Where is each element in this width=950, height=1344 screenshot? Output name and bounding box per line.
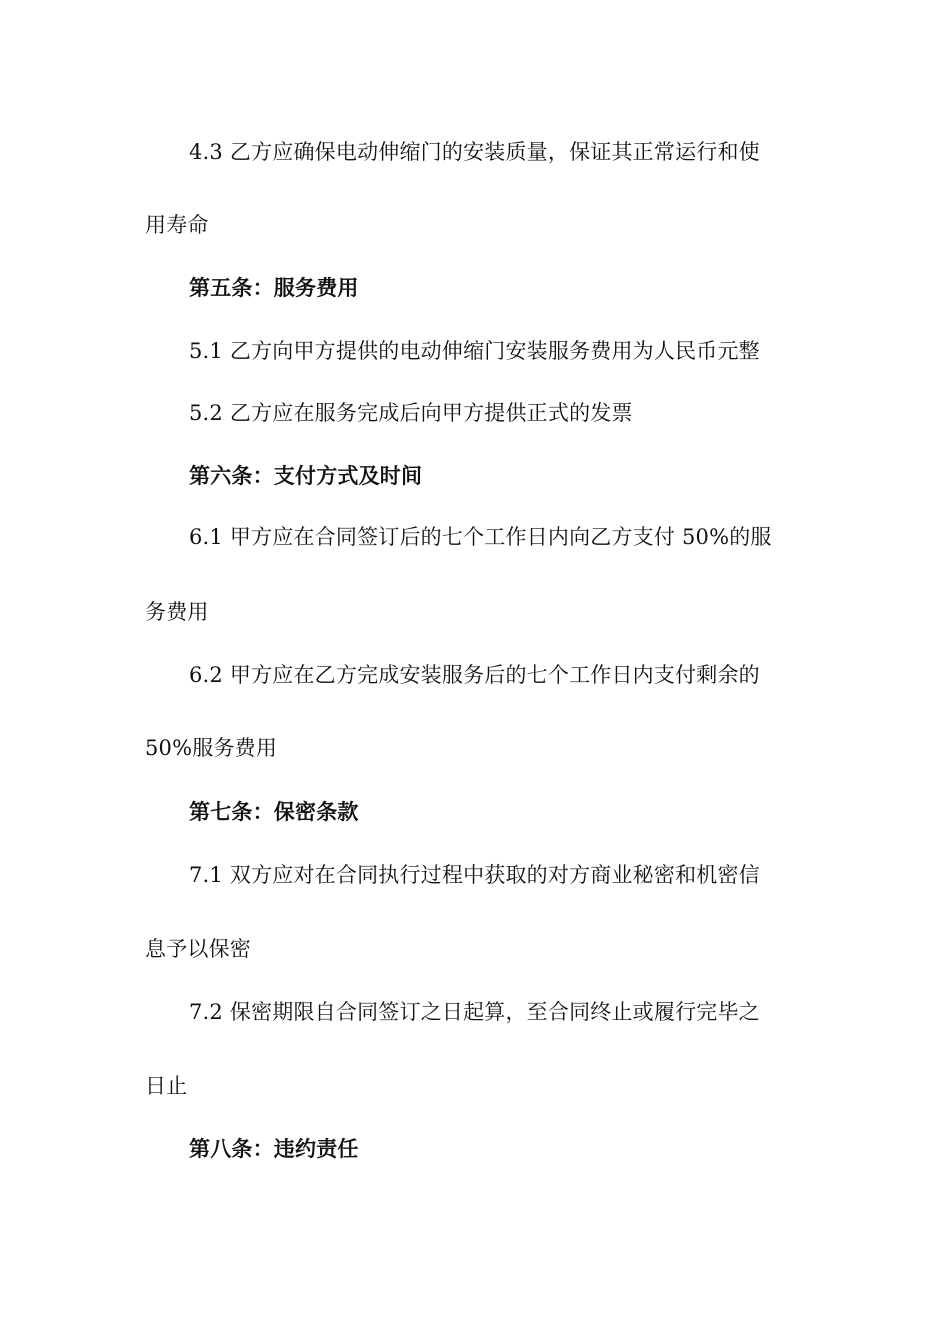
article-8-heading: 第八条：违约责任 [189, 1137, 359, 1161]
clause-5-1: 5.1 乙方向甲方提供的电动伸缩门安装服务费用为人民币元整 [189, 339, 760, 363]
clause-6-2-line-2: 50%服务费用 [145, 736, 278, 760]
clause-6-2-line-1: 6.2 甲方应在乙方完成安装服务后的七个工作日内支付剩余的 [189, 663, 760, 687]
clause-4-3-line-2: 用寿命 [145, 213, 209, 237]
article-7-heading: 第七条：保密条款 [189, 800, 359, 824]
article-5-heading: 第五条：服务费用 [189, 276, 359, 300]
clause-7-2-line-2: 日止 [145, 1074, 188, 1098]
article-6-heading: 第六条：支付方式及时间 [189, 464, 423, 488]
clause-7-1-line-1: 7.1 双方应对在合同执行过程中获取的对方商业秘密和机密信 [189, 863, 760, 887]
clause-5-2: 5.2 乙方应在服务完成后向甲方提供正式的发票 [189, 401, 633, 425]
clause-6-1-line-1: 6.1 甲方应在合同签订后的七个工作日内向乙方支付 50%的服 [189, 525, 772, 549]
clause-7-1-line-2: 息予以保密 [145, 937, 251, 961]
clause-4-3-line-1: 4.3 乙方应确保电动伸缩门的安装质量，保证其正常运行和使 [189, 140, 760, 164]
clause-7-2-line-1: 7.2 保密期限自合同签订之日起算，至合同终止或履行完毕之 [189, 1000, 760, 1024]
clause-6-1-line-2: 务费用 [145, 600, 209, 624]
